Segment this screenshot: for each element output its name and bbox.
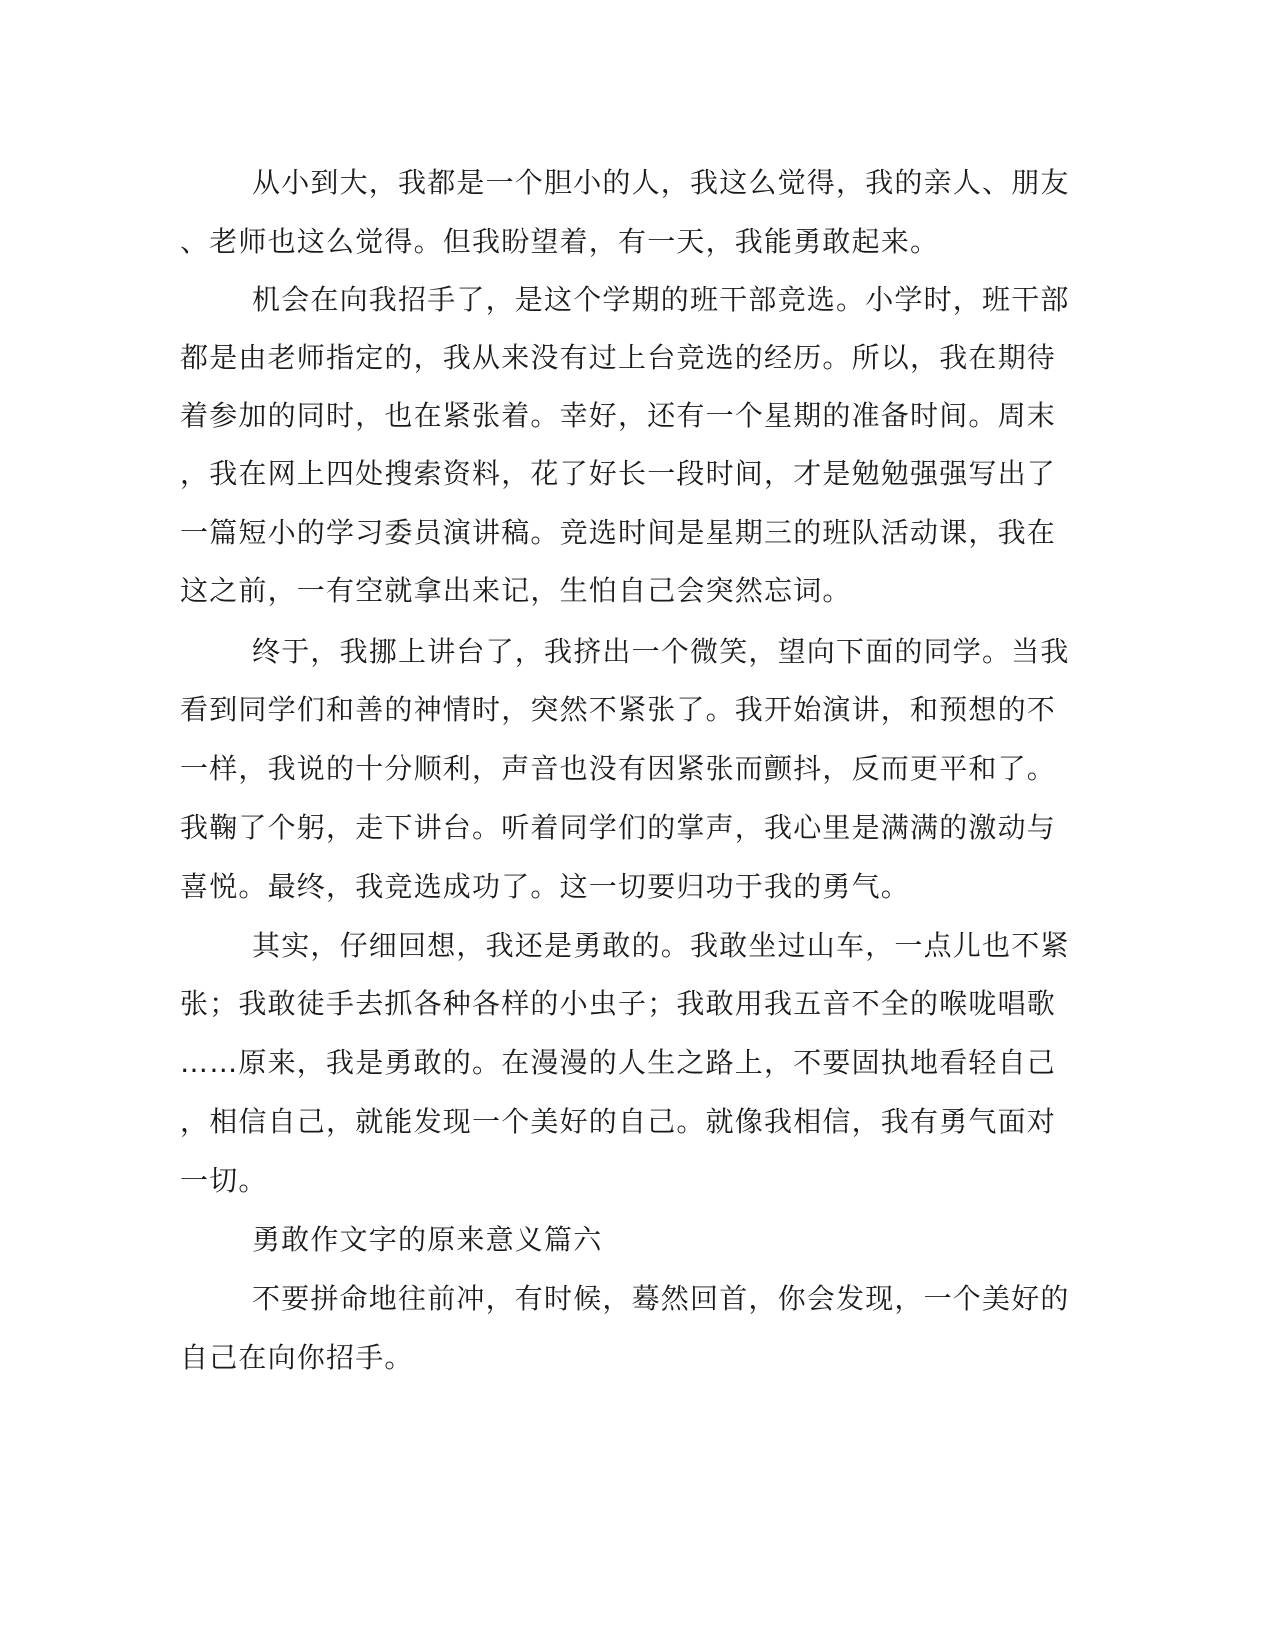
text-line: 看到同学们和善的神情时，突然不紧张了。我开始演讲，和预想的不 (180, 693, 1057, 726)
text-line: 一篇短小的学习委员演讲稿。竞选时间是星期三的班队活动课，我在 (180, 516, 1057, 549)
text-line: 从小到大，我都是一个胆小的人，我这么觉得，我的亲人、朋友 (252, 166, 1070, 199)
text-line: 一切。 (180, 1164, 268, 1197)
text-line: 机会在向我招手了，是这个学期的班干部竞选。小学时，班干部 (252, 283, 1070, 316)
text-line: 张；我敢徒手去抓各种各样的小虫子；我敢用我五音不全的喉咙唱歌 (180, 987, 1057, 1020)
text-line: 都是由老师指定的，我从来没有过上台竞选的经历。所以，我在期待 (180, 341, 1057, 374)
text-line: ……原来，我是勇敢的。在漫漫的人生之路上，不要固执地看轻自己 (180, 1046, 1057, 1079)
text-line: 终于，我挪上讲台了，我挤出一个微笑，望向下面的同学。当我 (252, 635, 1070, 668)
text-line: 自己在向你招手。 (180, 1341, 414, 1374)
text-line: 我鞠了个躬，走下讲台。听着同学们的掌声，我心里是满满的激动与 (180, 811, 1057, 844)
text-line: 、老师也这么觉得。但我盼望着，有一天，我能勇敢起来。 (180, 225, 940, 258)
text-line: 其实，仔细回想，我还是勇敢的。我敢坐过山车，一点儿也不紧 (252, 929, 1070, 962)
text-line: 着参加的同时，也在紧张着。幸好，还有一个星期的准备时间。周末 (180, 399, 1057, 432)
text-line: 这之前，一有空就拿出来记，生怕自己会突然忘词。 (180, 574, 852, 607)
text-line: 不要拼命地往前冲，有时候，蓦然回首，你会发现，一个美好的 (252, 1282, 1070, 1315)
text-line: 喜悦。最终，我竞选成功了。这一切要归功于我的勇气。 (180, 870, 911, 903)
text-line: ，相信自己，就能发现一个美好的自己。就像我相信，我有勇气面对 (180, 1105, 1057, 1138)
section-heading: 勇敢作文字的原来意义篇六 (252, 1223, 603, 1256)
text-line: ，我在网上四处搜索资料，花了好长一段时间，才是勉勉强强写出了 (180, 457, 1057, 490)
text-line: 一样，我说的十分顺利，声音也没有因紧张而颤抖，反而更平和了。 (180, 752, 1057, 785)
